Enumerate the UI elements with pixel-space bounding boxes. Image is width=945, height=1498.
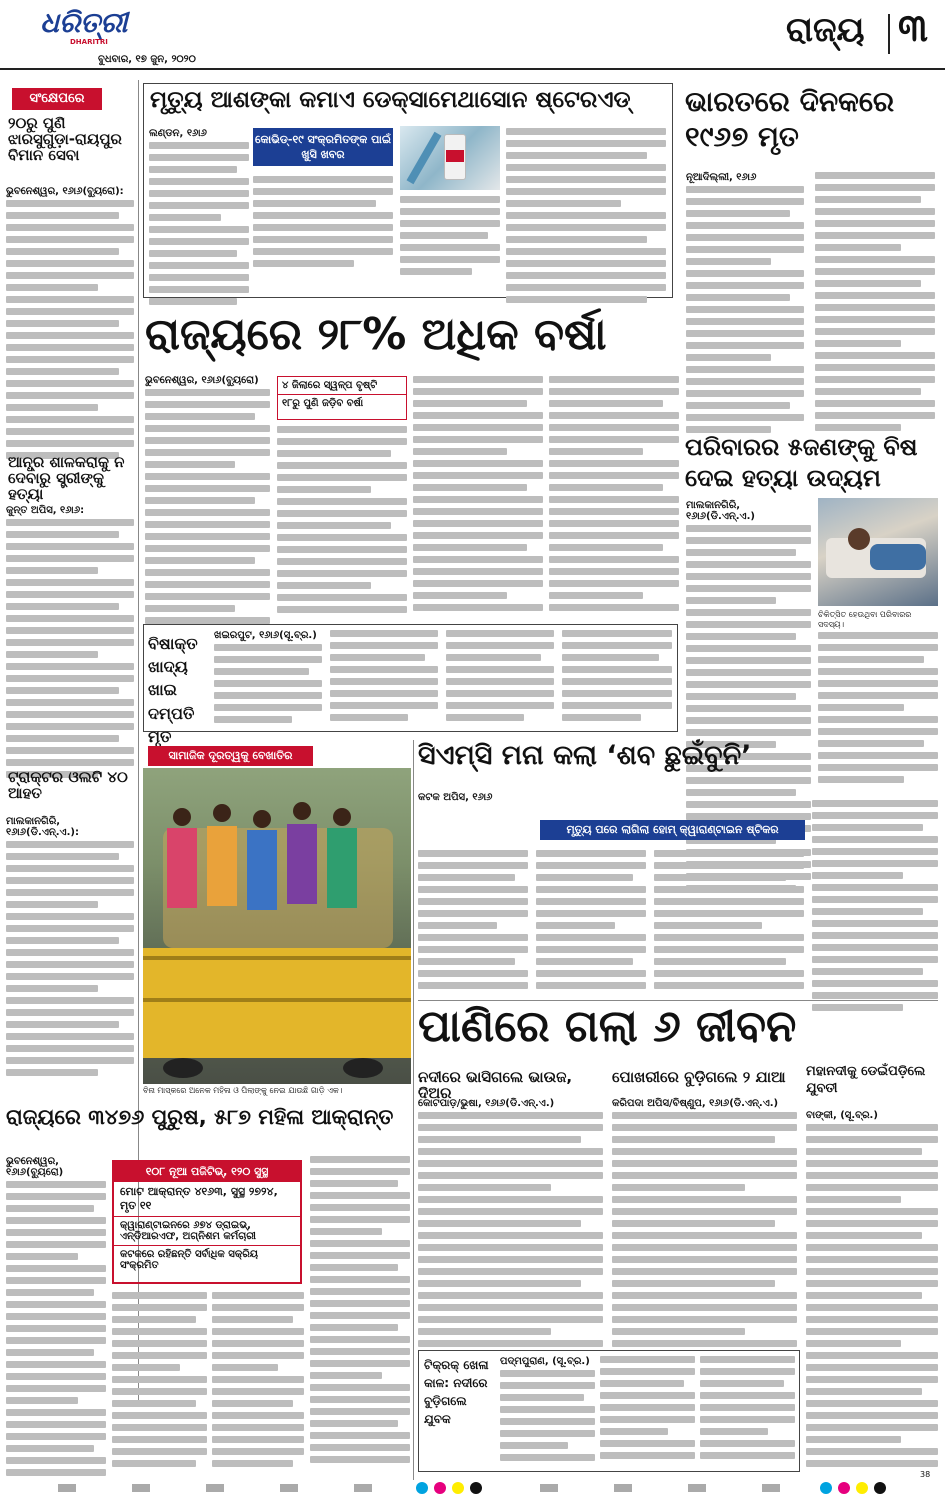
poison-headline: ପରିବାରର ୫ଜଣଙ୍କୁ ବିଷ ଦେଇ ହତ୍ୟା ଉଦ୍ୟମ xyxy=(685,433,918,493)
india-col2 xyxy=(815,172,935,436)
water-headline: ପାଣିରେ ଗଲା ୬ ଜୀବନ xyxy=(418,1001,797,1052)
infect-stat-cuttack: କଟକରେ ରହିଛନ୍ତି ସର୍ବାଧିକ ସକ୍ରିୟ ସଂକ୍ରମିତ xyxy=(120,1249,259,1271)
tiktok-col1 xyxy=(500,1356,595,1466)
water-dateline3: ବାଙ୍କୀ, (ସୂ.ବ୍ର.) xyxy=(806,1110,878,1121)
brief2-headline: ଆନ୍ଧ୍ର ଶାଳକରାକୁ ନ ଦେବାରୁ ସ୍ତ୍ରୀଙ୍କୁ ହତ୍ୟା xyxy=(8,453,125,503)
logo-subtitle: DHARITRI xyxy=(70,38,108,46)
masthead-rule xyxy=(0,68,945,70)
water-sub1: ନଦୀରେ ଭାସିଗଲେ ଭାଉଜ, ଦିଅର xyxy=(418,1068,573,1102)
rain-headline: ରାଜ୍ୟରେ ୨୮% ଅଧିକ ବର୍ଷା xyxy=(145,309,607,360)
infect-headline: ରାଜ୍ୟରେ ୩୪୭୬ ପୁରୁଷ, ୫୮୭ ମହିଳା ଆକ୍ରାନ୍ତ xyxy=(6,1105,394,1129)
food-col4 xyxy=(562,630,672,726)
masthead xyxy=(0,0,945,70)
infect-col2 xyxy=(112,1292,207,1472)
water-col1 xyxy=(418,1098,603,1352)
brief3-dateline: ମାଲକାନଗିରି, ୧୬ା୬(ଡି.ଏନ୍.ଏ.): xyxy=(6,816,79,838)
tiktok-dateline: ପଦ୍ମପୁରାଣ, (ସୂ.ବ୍ର.) xyxy=(500,1356,590,1367)
water-dateline2: କରିପଦା ଅପିସ/ବିଷ୍ଣୁପ, ୧୬ା୬(ଡି.ଏନ୍.ଏ.) xyxy=(612,1098,779,1109)
cmc-subhead: ମୃତ୍ୟୁ ପରେ ଲାଗିଲା ହୋମ୍ କ୍ୱାରାଣ୍ଟାଇନ ଷ୍ଟିକର xyxy=(540,820,805,840)
folio-number: 38 xyxy=(920,1470,931,1479)
cmc-col1-body xyxy=(418,850,528,994)
brief3-headline: ଟ୍ରାକ୍ଟର ଓଲଟି ୪୦ ଆହତ xyxy=(8,768,128,802)
rain-col4 xyxy=(549,376,679,616)
issue-date: ବୁଧବାର, ୧୭ ଜୁନ, ୨୦୨୦ xyxy=(98,54,196,65)
rain-tag1: ୪ ଜିଲାରେ ସ୍ୱଳ୍ପ ବୃଷ୍ଟି xyxy=(278,377,406,395)
section-divider xyxy=(888,14,890,54)
cmc-col3 xyxy=(654,850,804,994)
tiktok-headline: ଟିକ୍‌ରକ୍ ଖେଳା କାଳ: ନଦୀରେ ବୁଡ଼ିଗଲେ ଯୁବକ xyxy=(424,1358,489,1426)
poison-dateline: ମାଲକାନଗିରି, ୧୬ା୬(ଡି.ଏନ୍.ଏ.) xyxy=(686,500,755,522)
water-sub3: ମହାନଦୀକୁ ଡେଇଁପଡ଼ିଲେ ଯୁବତୀ xyxy=(806,1064,926,1096)
brief2-body xyxy=(6,505,134,783)
rain-col1 xyxy=(145,375,270,629)
food-col2 xyxy=(330,630,438,726)
logo[interactable] xyxy=(40,6,180,46)
truck-photo xyxy=(143,768,411,1084)
poison-photo xyxy=(818,498,938,606)
footer-strip xyxy=(0,1470,945,1498)
tiktok-col2 xyxy=(600,1356,695,1464)
water-col3 xyxy=(806,1110,938,1472)
rain-dateline: ଭୁବନେଶ୍ୱର, ୧୬ା୬(ବ୍ୟୁରୋ) xyxy=(145,375,259,386)
infect-col1 xyxy=(6,1156,106,1481)
india-col1 xyxy=(686,172,804,438)
infect-dateline: ଭୁବନେଶ୍ୱର, ୧୬ା୬(ବ୍ୟୁରୋ) xyxy=(6,1156,64,1178)
logo-text: ଧରିତ୍ରୀ xyxy=(40,6,128,39)
dexa-col1 xyxy=(149,128,249,310)
brief-label: ସଂକ୍ଷେପରେ xyxy=(12,88,102,110)
mid-column-rule xyxy=(413,740,414,1480)
dexa-subhead: କୋଭିଡ୍-୧୯ ସଂକ୍ରମିତଙ୍କ ପାଇଁ ଖୁସି ଖବର xyxy=(253,128,393,166)
food-col1 xyxy=(214,630,322,728)
water-col2 xyxy=(612,1098,797,1352)
poison-caption: ଚିକିତ୍ସିତ ହେଉଥିବା ପରିବାରର ସଦସ୍ୟ। xyxy=(818,610,912,629)
brief2-dateline: କୁନ୍ତ ଅପିସ, ୧୬ା୬: xyxy=(6,505,85,516)
brief3-body xyxy=(6,816,134,1081)
infect-stat-new: ୧୦୮ ନୂଆ ପଜିଟିଭ୍, ୧୨୦ ସୁସ୍ଥ xyxy=(114,1162,300,1182)
food-col3 xyxy=(446,630,554,726)
brief1-body xyxy=(6,186,134,464)
infect-stat-total: ମୋଟ ଆକ୍ରାନ୍ତ ୪୧୬୩, ସୁସ୍ଥ ୨୭୨୪, ମୃତ ୧୧ xyxy=(114,1182,300,1217)
india-headline: ଭାରତରେ ଦିନକରେ ୧୯୬୭ ମୃତ xyxy=(685,85,895,153)
page-number: ୩ xyxy=(898,6,928,50)
dexa-col4 xyxy=(506,128,666,308)
truck-caption: ବିନା ମାସ୍କରେ ଅନେକ ମହିଳା ଓ ପିଲାଙ୍କୁ ନେଇ ଯାଉଛି ଗାଡ଼ି ଏକ। xyxy=(143,1086,343,1095)
cmc-col1 xyxy=(418,792,528,806)
india-dateline: ନୂଆଦିଲ୍ଲୀ, ୧୬ା୬ xyxy=(686,172,757,183)
infect-stats-box xyxy=(112,1160,302,1284)
rain-tag2: ୧୮ରୁ ପୁଣି ଜଡ଼ିବ ବର୍ଷା xyxy=(282,398,364,409)
dexa-dateline: ଲଣ୍ଡନ, ୧୬ା୬ xyxy=(149,128,207,139)
brief1-dateline: ଭୁବନେଶ୍ୱର, ୧୬ା୬(ବ୍ୟୁରୋ): xyxy=(6,186,124,197)
rain-tags xyxy=(277,376,407,420)
infect-stat-quarantine: କ୍ୱାରାଣ୍ଟାଇନରେ ୬୭୪ ଡ୍ରାଇଭ୍, ଏନ୍‌ଡିଆରଏଫ, ଅଗ୍ନିଶମ କର୍ମଚାରୀ xyxy=(114,1217,300,1246)
rain-col3 xyxy=(413,376,543,616)
rain-col2 xyxy=(277,426,407,618)
food-headline: ବିଷାକ୍ତ ଖାଦ୍ୟ ଖାଇ ଦମ୍ପତି ମୃତ xyxy=(148,634,198,746)
infect-col4 xyxy=(310,1156,410,1468)
cmc-headline: ସିଏମ୍‌ସି ମନା କଲା ‘ଶବ ଛୁଇଁବୁନି’ xyxy=(418,740,752,771)
social-label: ସାମାଜିକ ଦୂରତ୍ୱକୁ ବେଖାତିର xyxy=(148,746,313,766)
water-dateline1: କୋଟପାଡ଼/ଭୁଷା, ୧୬ା୬(ଡି.ଏନ୍.ଏ.) xyxy=(418,1098,555,1109)
dexa-headline: ମୃତ୍ୟୁ ଆଶଙ୍କା କମାଏ ଡେକ୍ସାମେଥାସୋନ ଷ୍ଟେରଏଡ୍ xyxy=(150,87,631,113)
dexa-col2 xyxy=(253,176,393,272)
cmc-dateline: କଟକ ଅପିସ, ୧୬ା୬ xyxy=(418,792,493,803)
cmc-col2 xyxy=(536,850,646,994)
vaccine-photo xyxy=(400,126,500,190)
infect-col3 xyxy=(212,1292,304,1472)
food-dateline: ଖଇରପୁଟ, ୧୬ା୬(ସୂ.ବ୍ର.) xyxy=(214,630,317,641)
section-title: ରାଜ୍ୟ xyxy=(786,10,865,50)
dexa-col3 xyxy=(400,196,500,280)
cmc-col4 xyxy=(812,800,938,1016)
water-sub2: ପୋଖରୀରେ ବୁଡ଼ିଗଲେ ୨ ଯାଆ xyxy=(612,1068,786,1086)
brief1-headline: ୨୦ରୁ ପୁଣି ଝାରସୁଗୁଡ଼ା-ରାୟପୁର ବିମାନ ସେବା xyxy=(8,114,122,164)
tiktok-col3 xyxy=(700,1356,795,1464)
